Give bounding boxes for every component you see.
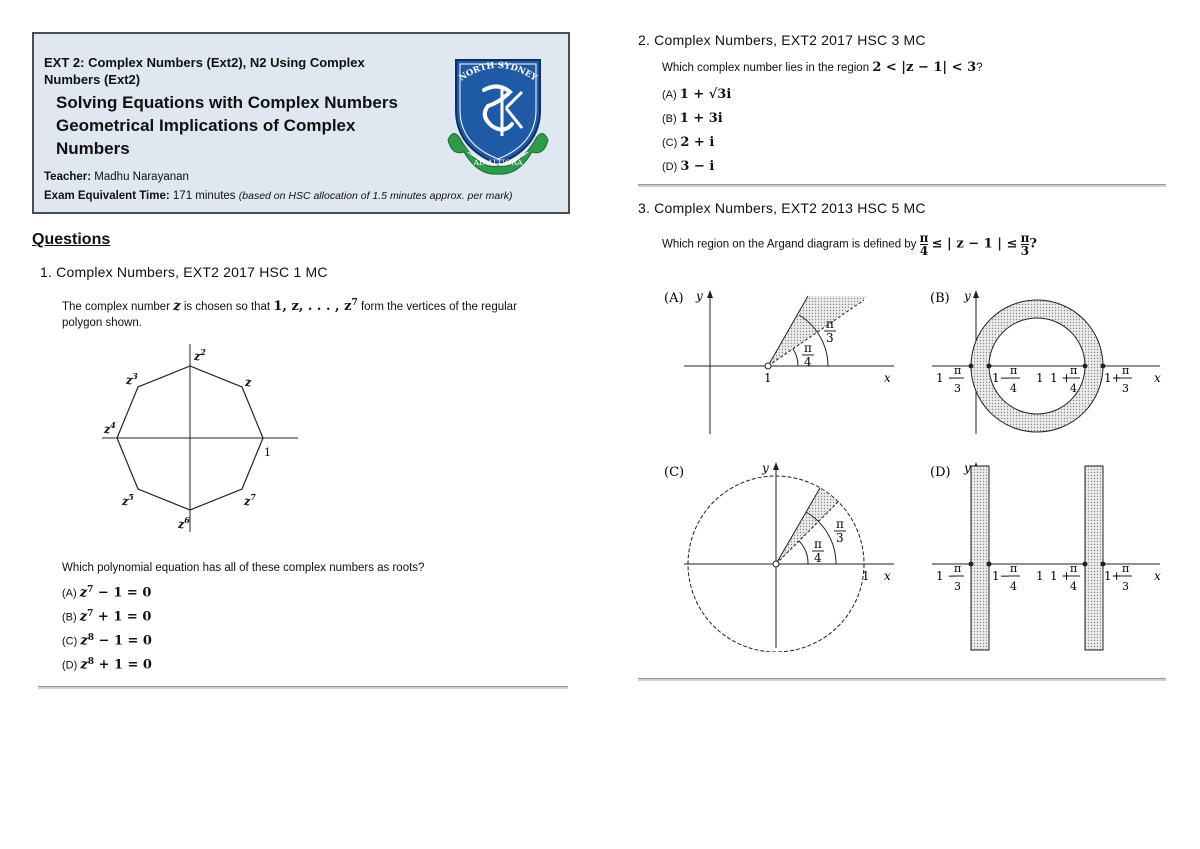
- q2-option-b: (B) 1 + 3i: [662, 111, 723, 126]
- q2-region: 2 < |z − 1| < 3: [872, 60, 977, 75]
- q1-option-d: (D) $z^8 + 1 = 0$: [62, 657, 152, 673]
- q2-question-mark: ?: [976, 62, 983, 74]
- school-crest-icon: [446, 52, 550, 176]
- svg-text:4: 4: [1010, 382, 1017, 395]
- panel-a-y-label: y: [696, 289, 703, 303]
- panel-b: [930, 289, 1161, 434]
- exam-time-label: Exam Equivalent Time:: [44, 190, 170, 202]
- svg-text:4: 4: [1070, 580, 1077, 593]
- svg-text:1+: 1+: [1104, 569, 1122, 583]
- panel-b-one-label: 1: [1036, 371, 1044, 385]
- vertex-label-z: z: [245, 376, 252, 389]
- vertex-label-z5: $z^5$: [122, 492, 134, 508]
- svg-text:π: π: [804, 341, 812, 355]
- q1-text-line-2: polygon shown.: [62, 316, 142, 329]
- vertex-label-1: 1: [264, 446, 271, 459]
- q3-frac-left: $\frac{\pi}{4}$: [919, 231, 929, 258]
- panel-a-shaded-wedge: [768, 296, 868, 366]
- panel-c-frac-pi-3: [834, 517, 846, 545]
- question-1-title: [40, 264, 328, 280]
- question-1-number: 1.: [40, 264, 53, 280]
- panel-c: [664, 461, 894, 652]
- q2-text: Which complex number lies in the region: [662, 62, 870, 74]
- svg-text:π: π: [954, 562, 962, 575]
- vertex-label-z6: $z^6$: [178, 515, 190, 531]
- svg-text:3: 3: [1122, 382, 1129, 395]
- panel-a: [664, 289, 894, 434]
- topic-title: [56, 91, 456, 160]
- panel-d: [930, 461, 1161, 650]
- svg-text:3: 3: [836, 531, 844, 545]
- question-3-source: Complex Numbers, EXT2 2013 HSC 5 MC: [654, 200, 926, 216]
- panel-d-tick-1-minus-pi-3: [936, 562, 964, 593]
- panel-a-frac-pi-3: [824, 317, 836, 345]
- vertex-label-z7: $z^7$: [244, 492, 256, 508]
- question-1-prompt: Which polynomial equation has all of these complex numbers as roots?: [62, 562, 425, 574]
- panel-a-arc-inner: [793, 349, 798, 366]
- q1-option-c: (C) $z^8 - 1 = 0$: [62, 633, 152, 649]
- exam-time-note: (based on HSC allocation of 1.5 minutes approx. per mark): [238, 190, 513, 202]
- panel-c-y-label: y: [762, 461, 769, 475]
- svg-text:π: π: [1010, 364, 1018, 377]
- question-2-divider: [638, 184, 1166, 187]
- q2-option-a: (A) 1 + √3i: [662, 87, 732, 102]
- topic-title-line-1: Solving Equations with Complex Numbers: [56, 93, 398, 112]
- panel-b-tick-1-plus-pi-3: [1104, 364, 1132, 395]
- panel-a-x-label: x: [884, 371, 891, 385]
- svg-text:4: 4: [814, 551, 822, 565]
- svg-text:1 +: 1 +: [1050, 371, 1072, 385]
- teacher-name: Madhu Narayanan: [94, 171, 189, 183]
- svg-text:3: 3: [954, 580, 961, 593]
- question-2-text: [662, 60, 1162, 76]
- q1-text-before: The complex number: [62, 300, 171, 313]
- svg-text:π: π: [954, 364, 962, 377]
- svg-text:1 −: 1 −: [936, 569, 958, 583]
- question-3-number: 3.: [638, 200, 651, 216]
- exam-time-line: [44, 190, 512, 202]
- q1-option-b: (B) $z^7 + 1 = 0$: [62, 609, 152, 625]
- left-column: [32, 32, 570, 673]
- svg-text:4: 4: [1070, 382, 1077, 395]
- question-3-divider: [638, 678, 1166, 681]
- svg-text:π: π: [814, 537, 822, 551]
- octagon-diagram: [102, 342, 302, 532]
- panel-d-right-strip: [1085, 466, 1103, 650]
- svg-text:π: π: [1010, 562, 1018, 575]
- q1-option-a: (A) $z^7 - 1 = 0$: [62, 585, 152, 601]
- panel-d-label: (D): [930, 465, 951, 480]
- panel-d-tick-1-plus-pi-4: [1050, 562, 1080, 593]
- q1-list-exp: 7: [351, 298, 358, 308]
- argand-diagrams: [658, 282, 1168, 652]
- question-2-number: 2.: [638, 32, 651, 48]
- panel-a-label: (A): [664, 291, 684, 306]
- svg-text:1 +: 1 +: [1050, 569, 1072, 583]
- topic-title-line-2: Geometrical Implications of Complex: [56, 116, 356, 135]
- panel-d-tick-1-minus-pi-4: [992, 562, 1020, 593]
- svg-text:π: π: [836, 517, 844, 531]
- panel-d-y-label: y: [964, 461, 971, 475]
- panel-c-x-label: x: [884, 569, 891, 583]
- panel-b-label: (B): [930, 291, 950, 306]
- question-2-title: [638, 32, 926, 48]
- panel-b-y-label: y: [964, 289, 971, 303]
- svg-text:3: 3: [826, 331, 834, 345]
- svg-text:1+: 1+: [1104, 371, 1122, 385]
- panel-c-label: (C): [664, 465, 685, 480]
- q3-frac-right: $\frac{\pi}{3}$: [1020, 231, 1030, 258]
- panel-c-arc-inner: [799, 541, 808, 564]
- teacher-label: Teacher:: [44, 171, 92, 183]
- svg-text:1 −: 1 −: [936, 371, 958, 385]
- teacher-line: [44, 171, 189, 183]
- vertex-label-z2: $z^2$: [194, 347, 206, 363]
- svg-text:π: π: [1070, 562, 1078, 575]
- panel-c-shaded-wedge: [776, 488, 838, 564]
- question-3-title: [638, 200, 926, 216]
- svg-text:NORTH SYDNEY: NORTH SYDNEY: [457, 60, 539, 84]
- svg-text:1−: 1−: [992, 569, 1010, 583]
- panel-a-frac-pi-4: [802, 341, 814, 369]
- vertex-label-z4: $z^4$: [104, 420, 116, 436]
- svg-text:π: π: [826, 317, 834, 331]
- q1-text-after: form the vertices of the regular: [360, 300, 517, 313]
- panel-b-tick-1-minus-pi-3: [936, 364, 964, 395]
- panel-a-one-label: 1: [764, 371, 772, 385]
- svg-text:3: 3: [1122, 580, 1129, 593]
- svg-text:π: π: [1122, 562, 1130, 575]
- svg-text:AD ALTIORA: AD ALTIORA: [473, 158, 523, 167]
- course-heading: EXT 2: Complex Numbers (Ext2), N2 Using Complex Numbers (Ext2): [44, 55, 365, 87]
- q3-text: Which region on the Argand diagram is defined by: [662, 238, 917, 251]
- q2-option-c: (C) 2 + i: [662, 135, 715, 150]
- q1-list-math: 1, z, . . . , z: [273, 298, 352, 314]
- svg-text:π: π: [1122, 364, 1130, 377]
- questions-heading: Questions: [32, 231, 111, 248]
- svg-text:4: 4: [804, 355, 812, 369]
- q1-var-z: z: [173, 298, 181, 314]
- panel-b-x-label: x: [1154, 371, 1161, 385]
- panel-d-left-strip: [971, 466, 989, 650]
- panel-c-one-label: 1: [862, 569, 870, 583]
- svg-text:3: 3: [954, 382, 961, 395]
- panel-d-tick-1-plus-pi-3: [1104, 562, 1132, 593]
- svg-text:π: π: [1070, 364, 1078, 377]
- svg-text:4: 4: [1010, 580, 1017, 593]
- panel-c-frac-pi-4: [812, 537, 824, 565]
- q1-text-mid: is chosen so that: [183, 300, 271, 313]
- q2-option-d: (D) 3 − i: [662, 159, 715, 174]
- panel-b-tick-1-minus-pi-4: [992, 364, 1020, 395]
- panel-c-open-point: [773, 561, 779, 567]
- panel-d-one-label: 1: [1036, 569, 1044, 583]
- q3-question-mark: ?: [1029, 236, 1037, 252]
- svg-text:1−: 1−: [992, 371, 1010, 385]
- panel-b-tick-1-plus-pi-4: [1050, 364, 1080, 395]
- topic-title-line-3: Numbers: [56, 139, 130, 158]
- exam-time-value: 171 minutes: [172, 190, 236, 202]
- question-2-source: Complex Numbers, EXT2 2017 HSC 3 MC: [654, 32, 926, 48]
- question-1-divider: [38, 686, 568, 689]
- question-1-source: Complex Numbers, EXT2 2017 HSC 1 MC: [56, 264, 328, 280]
- q3-inequality: ≤ | z − 1 | ≤: [931, 236, 1018, 252]
- vertex-label-z3: $z^3$: [126, 371, 138, 387]
- question-3-text: [662, 232, 1162, 257]
- panel-a-open-point: [765, 363, 771, 369]
- question-1-text: [62, 295, 562, 331]
- topic-header-box: [32, 32, 570, 214]
- panel-d-x-label: x: [1154, 569, 1161, 583]
